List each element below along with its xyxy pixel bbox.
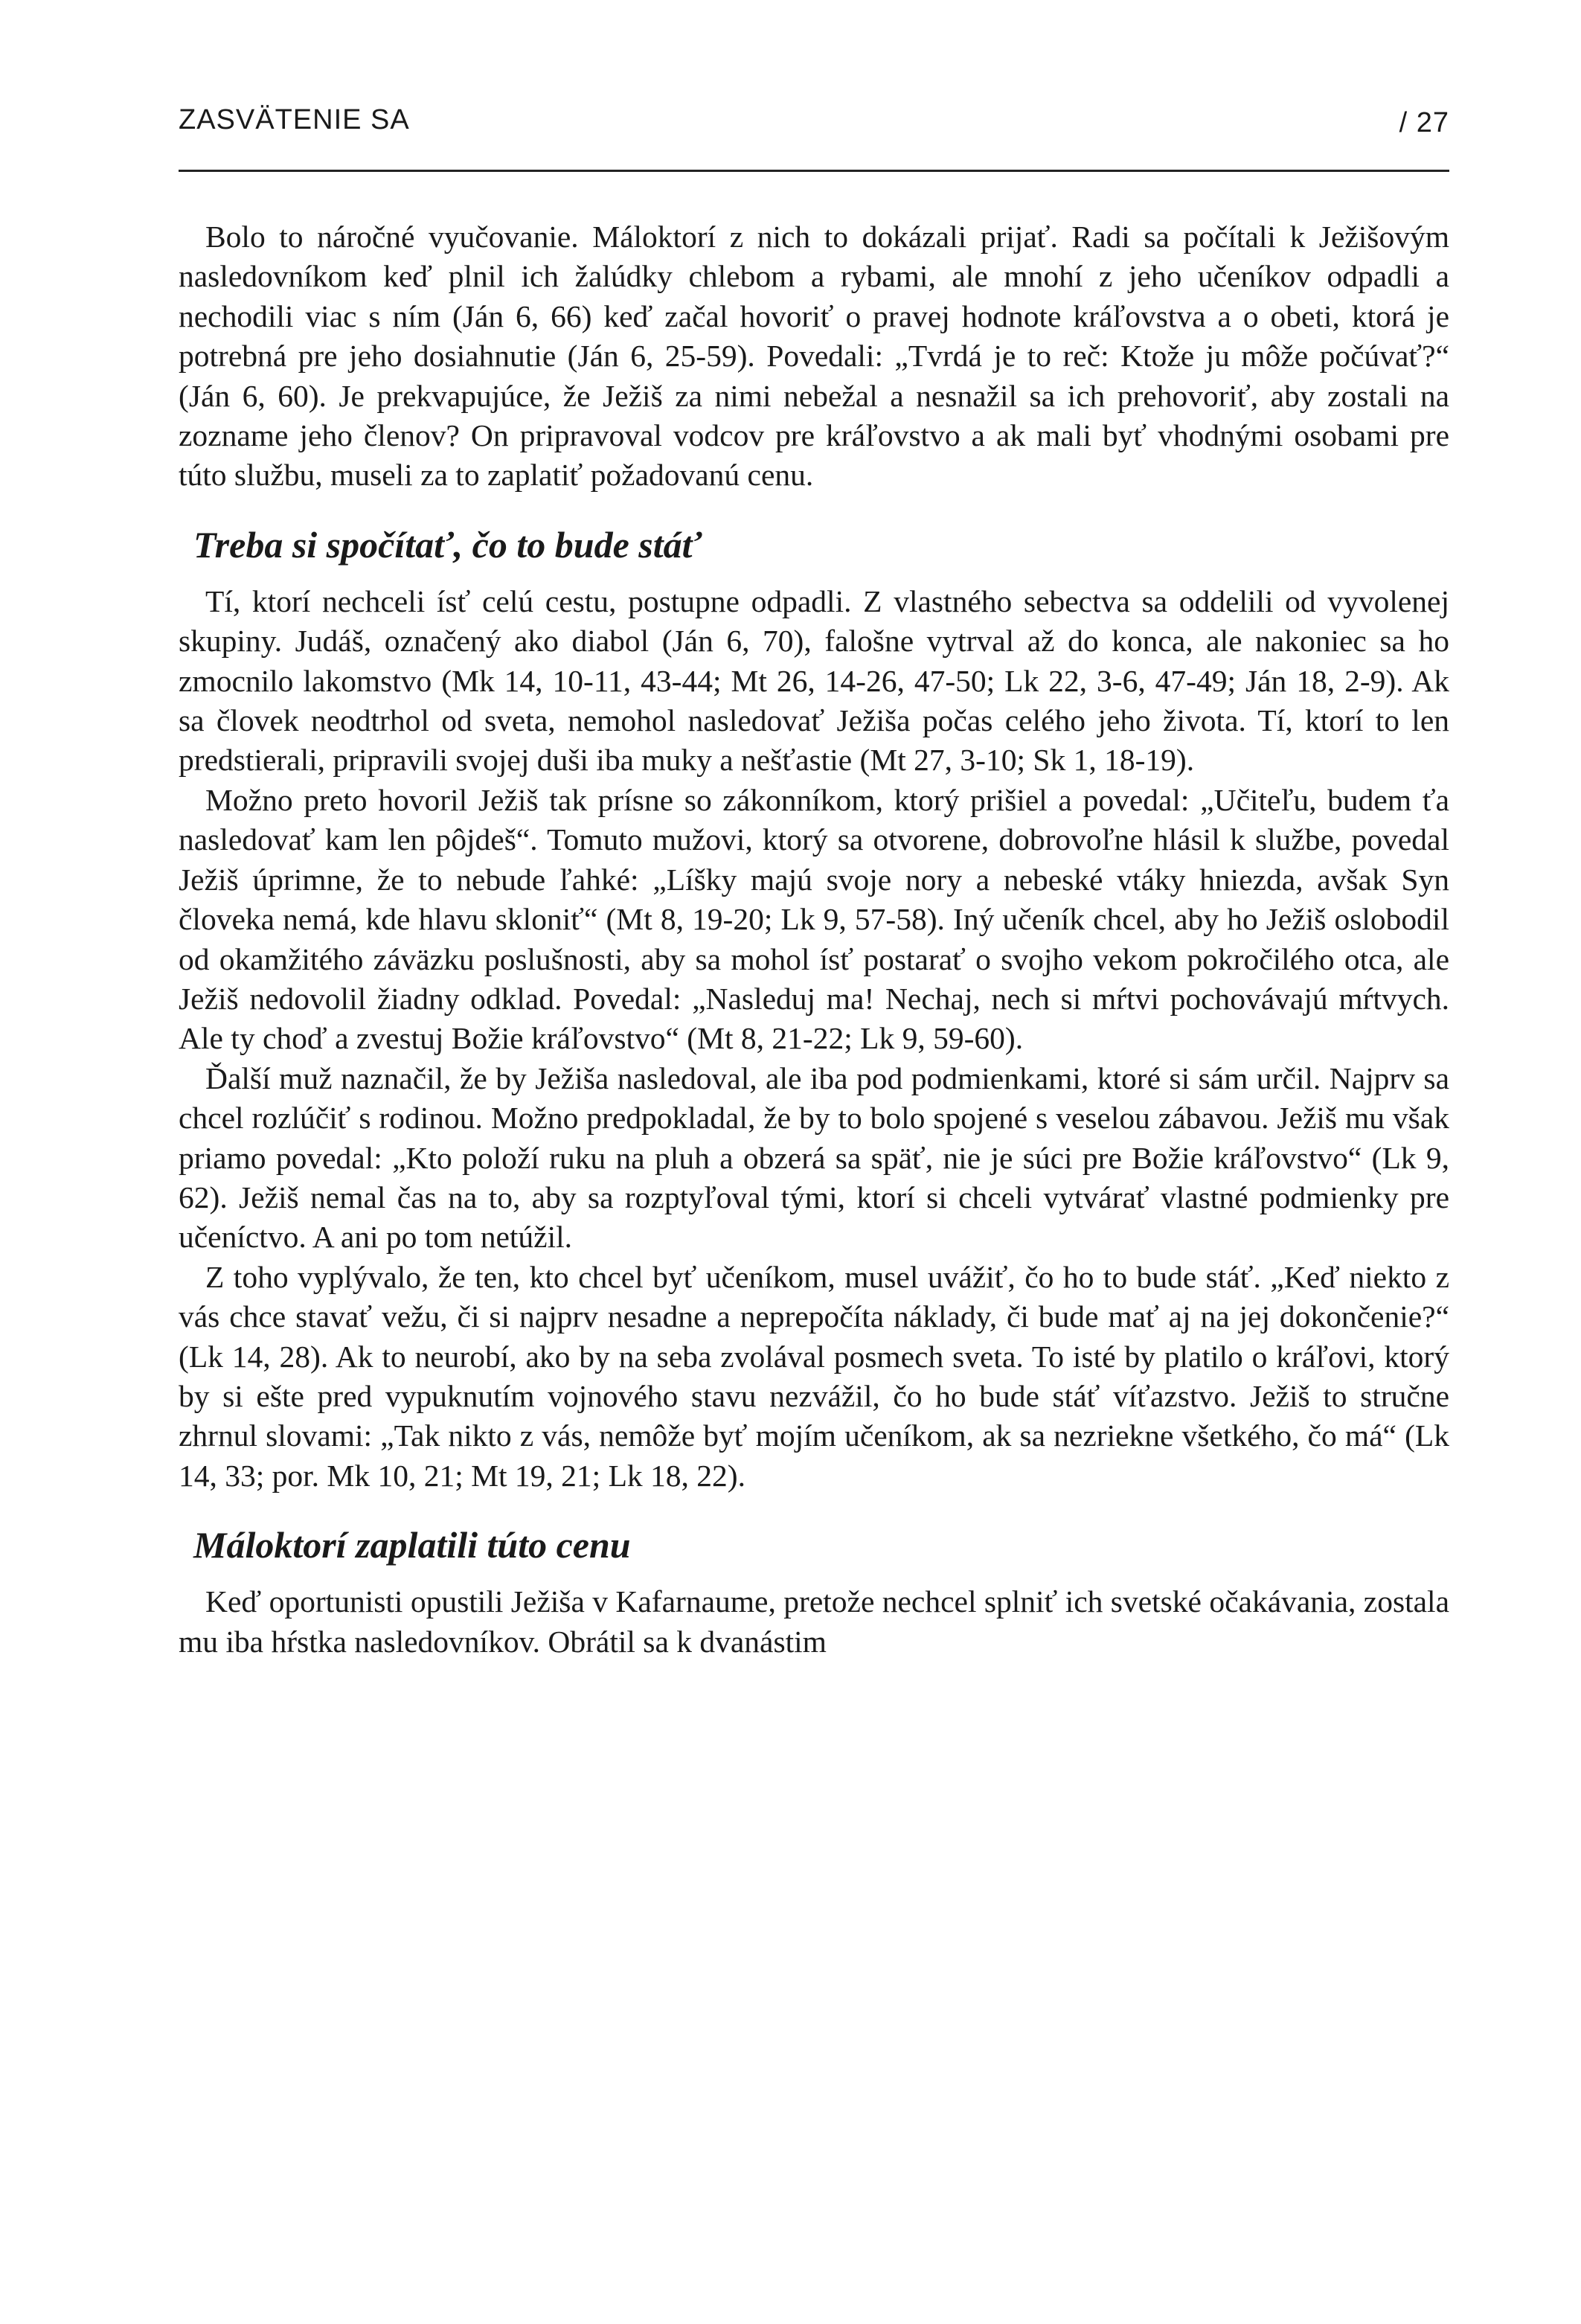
paragraph: Z toho vyplývalo, že ten, kto chcel byť učeníkom, musel uvážiť, čo ho to bude stáť. „Keď niekto z vás chce stavať vežu, či si najprv nesadne a neprepočíta náklady, či bude mať aj na jej dokončenie?“ (Lk 14, 28). Ak to neurobí, ako by na seba zvolával posmech sveta. To isté by platilo o kráľovi, ktorý by si ešte pred vypuknutím vojnového stavu nezvážil, čo ho bude stáť víťazstvo. Ježiš to stručne zhrnul slovami: „Tak nikto z vás, nemôže byť mojím učeníkom, ak sa nezriekne všetkého, čo má“ (Lk 14, 33; por. Mk 10, 21; Mt 19, 21; Lk 18, 22). bbox=[179, 1259, 1449, 1493]
paragraph: Možno preto hovoril Ježiš tak prísne so zákonníkom, ktorý prišiel a povedal: „Učiteľu, budem ťa nasledovať kam len pôjdeš“. Tomuto mužovi, ktorý sa otvorene, dobrovoľne hlásil k službe, povedal Ježiš úprimne, že to nebude ľahké: „Líšky majú svoje nory a nebeské vtáky hniezda, avšak Syn človeka nemá, kde hlavu skloniť“ (Mt 8, 19-20; Lk 9, 57-58). Iný učeník chcel, aby ho Ježiš oslobodil od okamžitého záväzku poslušnosti, aby sa mohol ísť postarať o svojho vekom pokročilého otca, ale Ježiš nedovolil žiadny odklad. Povedal: „Nasleduj ma! Nechaj, nech si mŕtvi pochovávajú mŕtvych. Ale ty choď a zvestuj Božie kráľovstvo“ (Mt 8, 21-22; Lk 9, 59-60). bbox=[179, 782, 1449, 1056]
section-heading: Máloktorí zaplatili túto cenu bbox=[193, 1524, 631, 1566]
running-title: ZASVÄTENIE SA bbox=[179, 104, 410, 135]
paragraph: Bolo to náročné vyučovanie. Máloktorí z nich to dokázali prijať. Radi sa počítali k Ježišovým nasledovníkom keď plnil ich žalúdky chlebom a rybami, ale mnohí z jeho učeníkov odpadli a nechodili viac s ním (Ján 6, 66) keď začal hovoriť o pravej hodnote kráľovstva a o obeti, ktorá je potrebná pre jeho dosiahnutie (Ján 6, 25-59). Povedali: „Tvrdá je to reč: Ktože ju môže počúvať?“ (Ján 6, 60). Je prekvapujúce, že Ježiš za nimi nebežal a nesnažil sa ich prehovoriť, aby zostali na zozname jeho členov? On pripravoval vodcov pre kráľovstvo a ak mali byť vhodnými osobami pre túto službu, museli za to zaplatiť požadovanú cenu. bbox=[179, 220, 1449, 493]
body-text bbox=[179, 217, 1449, 1662]
page-number: / 27 bbox=[1399, 107, 1449, 138]
header-rule bbox=[179, 170, 1449, 172]
paragraph: Keď oportunisti opustili Ježiša v Kafarnaume, pretože nechcel splniť ich svetské očakávania, zostala mu iba hŕstka nasledovníkov. Obrátil sa k dvanástim bbox=[179, 1584, 1449, 1659]
paragraph: Ďalší muž naznačil, že by Ježiša nasledoval, ale iba pod podmienkami, ktoré si sám určil. Najprv sa chcel rozlúčiť s rodinou. Možno predpokladal, že by to bolo spojené s veselou zábavou. Ježiš mu však priamo povedal: „Kto položí ruku na pluh a obzerá sa späť, nie je súci pre Božie kráľovstvo“ (Lk 9, 62). Ježiš nemal čas na to, aby sa rozptyľoval tými, ktorí si chceli vytvárať vlastné podmienky pre učeníctvo. A ani po tom netúžil. bbox=[179, 1060, 1449, 1255]
paragraph: Tí, ktorí nechceli ísť celú cestu, postupne odpadli. Z vlastného sebectva sa oddelili od vyvolenej skupiny. Judáš, označený ako diabol (Ján 6, 70), falošne vytrval až do konca, ale nakoniec sa ho zmocnilo lakomstvo (Mk 14, 10-11, 43-44; Mt 26, 14-26, 47-50; Lk 22, 3-6, 47-49; Ján 18, 2-9). Ak sa človek neodtrhol od sveta, nemohol nasledovať Ježiša počas celého jeho života. Tí, ktorí to len predstierali, pripravili svojej duši iba muky a nešťastie (Mt 27, 3-10; Sk 1, 18-19). bbox=[179, 583, 1449, 778]
running-head bbox=[179, 104, 1449, 149]
section-heading: Treba si spočítať, čo to bude stáť bbox=[193, 523, 702, 566]
